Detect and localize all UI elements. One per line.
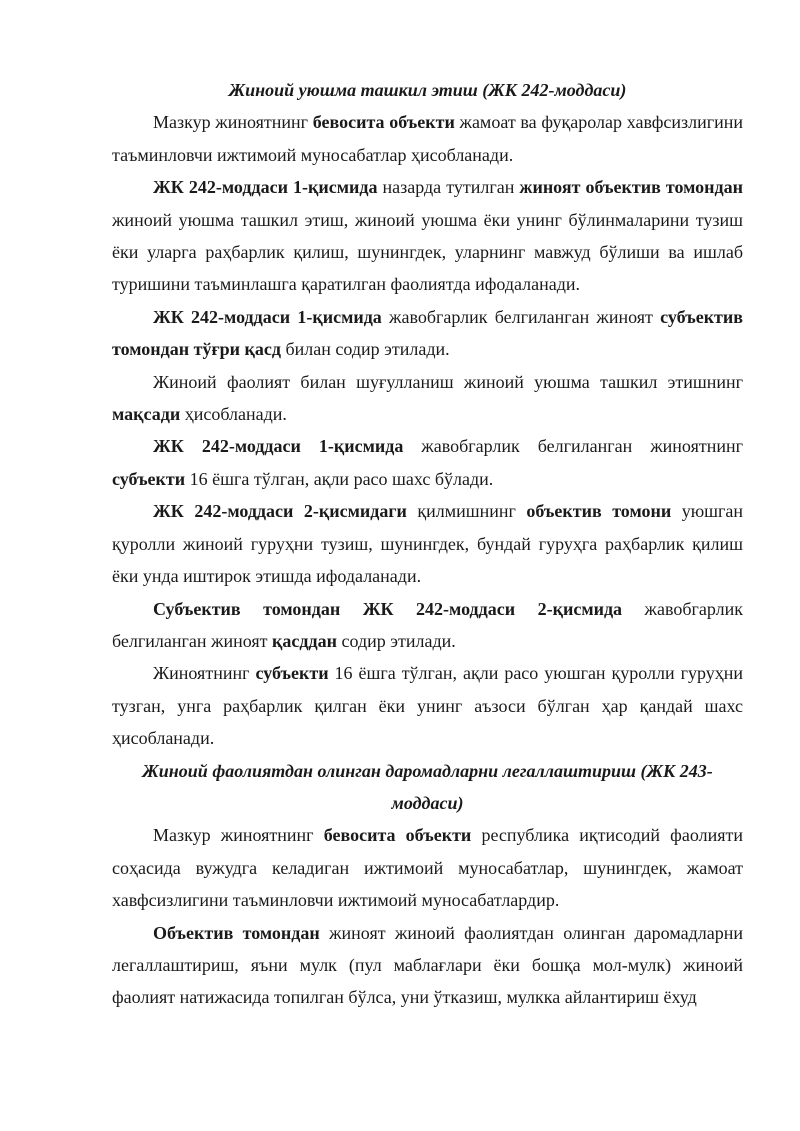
text: 16 ёшга тўлган, ақли расо уюшган қуролли гуруҳни тузган, унга раҳбарлик қилган ёки унинг аъзоси бўлган ҳар қандай шахс ҳисобланади. xyxy=(112,663,744,749)
text: Мазкур жиноятнинг xyxy=(153,112,313,133)
section-heading-243: Жиноий фаолиятдан олинган даромадларни легаллаштириш (ЖК 243-моддаси) xyxy=(142,760,713,813)
section-heading-242: Жиноий уюшма ташкил этиш (ЖК 242-моддаси) xyxy=(228,80,627,100)
text: қилмишнинг xyxy=(406,501,527,522)
text: республика иқтисодий фаолияти соҳасида вужудга келадиган ижтимоий муносабатлар, шунингдек, жамоат хавфсизлигини таъминловчи ижтимоий муносабатлардир. xyxy=(112,825,743,911)
paragraph-242-objective-side xyxy=(112,171,743,301)
paragraph-242-part2-subjective xyxy=(112,593,743,658)
text: жавобгарлик белгиланган жиноят xyxy=(112,598,743,651)
text: Жиноятнинг xyxy=(153,663,256,684)
bold-term: ЖК 242-моддаси 2-қисмидаги xyxy=(153,501,407,522)
bold-term: қасддан xyxy=(272,630,337,651)
bold-term: мақсади xyxy=(112,404,181,425)
text: Жиноий фаолият билан шуғулланиш жиноий уюшма ташкил этишнинг xyxy=(153,371,743,392)
paragraph-243-object xyxy=(112,819,743,916)
text: жиноий уюшма ташкил этиш, жиноий уюшма ёки унинг бўлинмаларини тузиш ёки уларга раҳбарлик қилиш, шунингдек, уларнинг мавжуд бўлиши ва ишлаб туришини таъминлашга қаратилган фаолиятда ифодаланади. xyxy=(112,209,743,295)
text: уюшган қуролли жиноий гуруҳни тузиш, шунингдек, бундай гуруҳга раҳбарлик қилиш ёки унда иштирок этишда ифодаланади. xyxy=(112,501,744,587)
bold-term: бевосита объекти xyxy=(312,112,455,133)
bold-term: объектив томони xyxy=(526,501,672,522)
text: Мазкур жиноятнинг xyxy=(153,825,324,846)
paragraph-242-subjective-side xyxy=(112,301,743,366)
text: жиноят жиноий фаолиятдан олинган даромадларни легаллаштириш, яъни мулк (пул маблағлари ёки бошқа мол-мулк) жиноий фаолият натижасида топилган бўлса, уни ўтказиш, мулкка айлантириш ёхуд xyxy=(112,922,743,1008)
paragraph-243-objective-side xyxy=(112,917,743,1014)
bold-term: ЖК 242-моддаси 1-қисмида xyxy=(153,177,378,198)
text: 16 ёшга тўлган, ақли расо шахс бўлади. xyxy=(185,468,494,489)
paragraph-242-part2-objective xyxy=(112,495,743,592)
paragraph-242-subject xyxy=(112,430,743,495)
text: содир этилади. xyxy=(336,630,456,651)
bold-term: бевосита объекти xyxy=(323,825,472,846)
bold-term: Субъектив томондан ЖК 242-моддаси 2-қисмида xyxy=(153,598,623,619)
text: назарда тутилган xyxy=(377,177,520,198)
paragraph-242-purpose xyxy=(112,366,743,431)
text: жавобгарлик белгиланган жиноят xyxy=(381,306,661,327)
text: ҳисобланади. xyxy=(180,404,287,425)
bold-term: субъекти xyxy=(112,468,186,489)
bold-term: ЖК 242-моддаси 1-қисмида xyxy=(153,306,382,327)
paragraph-242-part2-subject xyxy=(112,657,743,754)
bold-term: Объектив томондан xyxy=(153,922,320,943)
text: жамоат ва фуқаролар хавфсизлигини таъминловчи ижтимоий муносабатлар ҳисобланади. xyxy=(112,112,743,165)
bold-term: субъекти xyxy=(255,663,329,684)
bold-term: ЖК 242-моддаси 1-қисмида xyxy=(153,436,404,457)
bold-term: жиноят объектив томондан xyxy=(519,177,743,198)
text: жавобгарлик белгиланган жиноятнинг xyxy=(403,436,743,457)
paragraph-242-object xyxy=(112,106,743,171)
text: билан содир этилади. xyxy=(281,339,450,360)
bold-term: субъектив томондан тўғри қасд xyxy=(112,306,743,360)
